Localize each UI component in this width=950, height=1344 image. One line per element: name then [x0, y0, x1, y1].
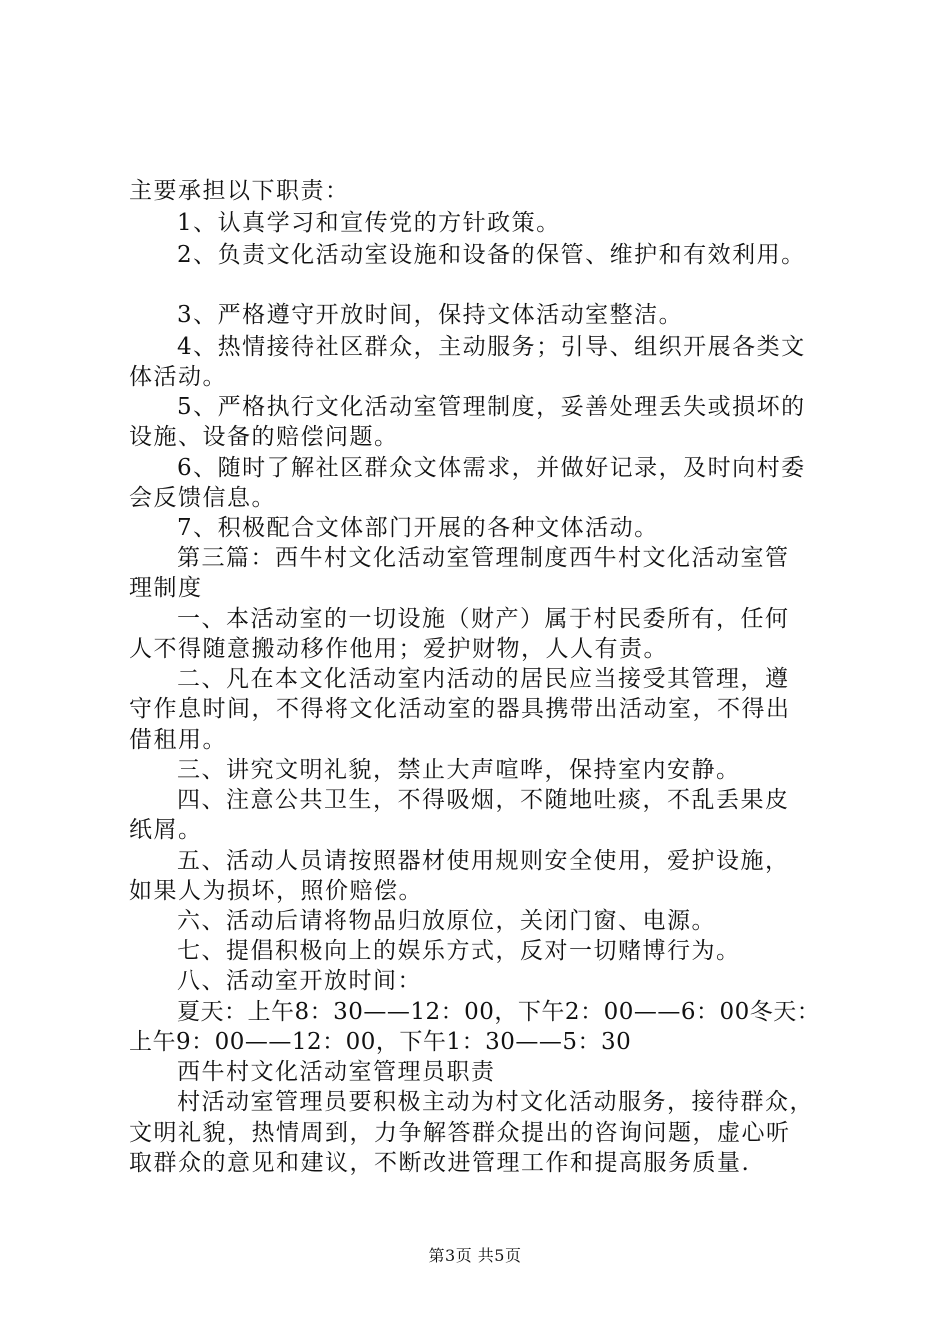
text-line: 主要承担以下职责：	[129, 178, 350, 204]
text-line: 三、讲究文明礼貌，禁止大声喧哗，保持室内安静。	[177, 757, 741, 783]
text-line: 2、负责文化活动室设施和设备的保管、维护和有效利用。	[177, 242, 806, 268]
text-line: 会反馈信息。	[129, 485, 276, 511]
text-line: 村活动室管理员要积极主动为村文化活动服务，接待群众，	[177, 1089, 814, 1115]
text-line: 5、严格执行文化活动室管理制度，妥善处理丢失或损坏的	[177, 394, 806, 420]
text-line: 1、认真学习和宣传党的方针政策。	[177, 210, 561, 236]
text-line: 一、本活动室的一切设施（财产）属于村民委所有，任何	[177, 606, 790, 632]
text-line: 借租用。	[129, 727, 227, 753]
text-line: 二、凡在本文化活动室内活动的居民应当接受其管理，遵	[177, 666, 790, 692]
page-number-footer: 第3页 共5页	[428, 1246, 522, 1265]
text-line: 上午9：00——12：00，下午1：30——5：30	[129, 1029, 632, 1055]
text-line: 守作息时间，不得将文化活动室的器具携带出活动室，不得出	[129, 696, 791, 722]
text-line: 五、活动人员请按照器材使用规则安全使用，爱护设施，	[177, 848, 790, 874]
text-line: 如果人为损坏，照价赔偿。	[129, 878, 423, 904]
text-line: 八、活动室开放时间：	[177, 968, 422, 994]
text-line: 设施、设备的赔偿问题。	[129, 424, 399, 450]
text-line: 文明礼貌，热情周到，力争解答群众提出的咨询问题，虚心听	[129, 1120, 791, 1146]
text-line: 六、活动后请将物品归放原位，关闭门窗、电源。	[177, 908, 716, 934]
section-heading: 理制度	[129, 575, 203, 601]
text-line: 夏天：上午8：30——12：00，下午2：00——6：00冬天：	[177, 999, 821, 1025]
text-line: 四、注意公共卫生，不得吸烟，不随地吐痰，不乱丢果皮	[177, 787, 790, 813]
section-heading: 第三篇：西牛村文化活动室管理制度西牛村文化活动室管	[177, 545, 790, 571]
text-line: 4、热情接待社区群众，主动服务；引导、组织开展各类文	[177, 334, 806, 360]
text-line: 纸屑。	[129, 817, 203, 843]
text-line: 3、严格遵守开放时间，保持文体活动室整洁。	[177, 302, 684, 328]
text-line: 七、提倡积极向上的娱乐方式，反对一切赌博行为。	[177, 938, 741, 964]
text-line: 7、积极配合文体部门开展的各种文体活动。	[177, 515, 659, 541]
section-heading: 西牛村文化活动室管理员职责	[177, 1059, 496, 1085]
text-line: 6、随时了解社区群众文体需求，并做好记录，及时向村委	[177, 455, 806, 481]
text-line: 取群众的意见和建议，不断改进管理工作和提高服务质量.	[129, 1150, 751, 1176]
text-line: 人不得随意搬动移作他用；爱护财物，人人有责。	[129, 636, 668, 662]
text-line: 体活动。	[129, 364, 227, 390]
